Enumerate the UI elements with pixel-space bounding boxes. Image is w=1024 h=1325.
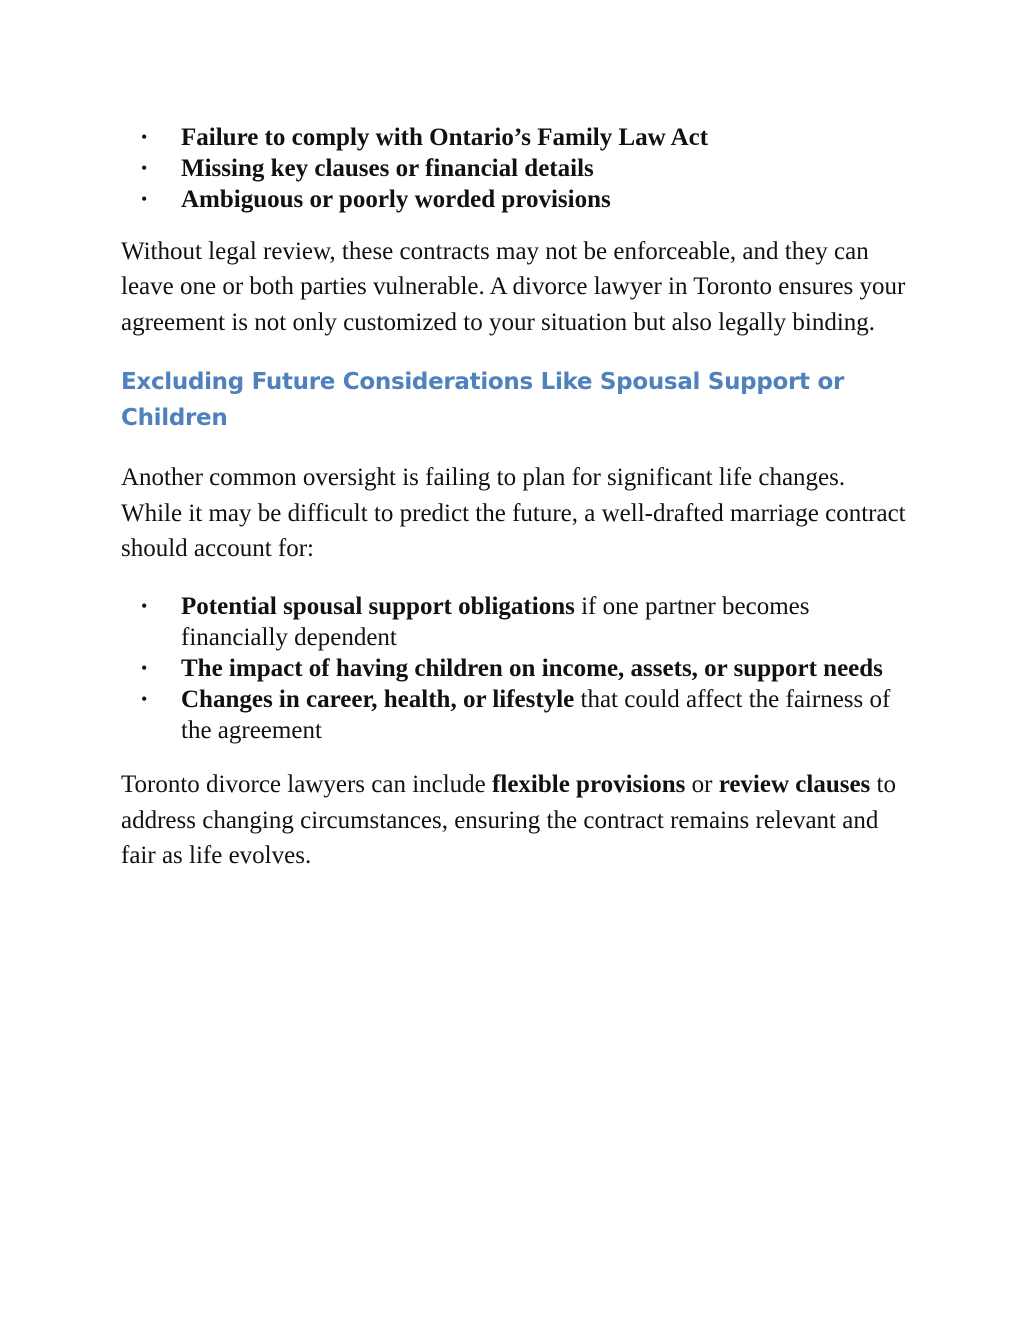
list-item-text: that could affect the fairness of the agreement bbox=[181, 686, 891, 745]
bullet-icon: • bbox=[141, 596, 148, 617]
list-item bbox=[121, 591, 911, 653]
bullet-icon: • bbox=[141, 127, 148, 147]
list-item-bold: Potential spousal support obligations bbox=[181, 593, 575, 621]
list-item-text: Missing key clauses or financial details bbox=[181, 155, 594, 182]
list-item bbox=[121, 153, 911, 184]
list-item-bold: The impact of having children on income, assets, or support needs bbox=[181, 655, 883, 683]
list-item bbox=[121, 184, 911, 215]
list-item bbox=[121, 653, 911, 684]
bold-term-review-clauses: review clauses bbox=[718, 771, 871, 799]
bullet-icon: • bbox=[141, 158, 148, 178]
bullet-icon: • bbox=[141, 658, 148, 679]
list-item bbox=[121, 122, 911, 153]
section-heading: Excluding Future Considerations Like Spousal Support or Children bbox=[121, 369, 844, 432]
legal-review-paragraph: Without legal review, these contracts may not be enforceable, and they can leave one or both parties vulnerable. A divorce lawyer in Toronto ensures your agreement is not only customized to your situation but also legally binding. bbox=[121, 238, 906, 336]
text-run: Toronto divorce lawyers can include bbox=[121, 771, 493, 799]
risk-list bbox=[121, 122, 911, 215]
list-item-bold: Changes in career, health, or lifestyle bbox=[181, 686, 575, 714]
document-page bbox=[121, 120, 911, 874]
bold-term-flexible-provisions: flexible provisions bbox=[492, 771, 686, 799]
bullet-icon: • bbox=[141, 189, 148, 209]
text-run: to address changing circumstances, ensuring the contract remains relevant and fair as life evolves. bbox=[121, 771, 896, 870]
list-item-text: Ambiguous or poorly worded provisions bbox=[181, 186, 611, 213]
list-item-text: Failure to comply with Ontario’s Family Law Act bbox=[181, 124, 709, 151]
closing-paragraph bbox=[121, 767, 911, 873]
considerations-list bbox=[121, 591, 911, 746]
text-run: or bbox=[685, 771, 719, 799]
oversight-paragraph: Another common oversight is failing to plan for significant life changes. While it may be difficult to predict the future, a well-drafted marriage contract should account for: bbox=[121, 464, 906, 563]
list-item bbox=[121, 684, 911, 746]
list-item-text: if one partner becomes financially dependent bbox=[181, 593, 810, 652]
bullet-icon: • bbox=[141, 689, 148, 710]
